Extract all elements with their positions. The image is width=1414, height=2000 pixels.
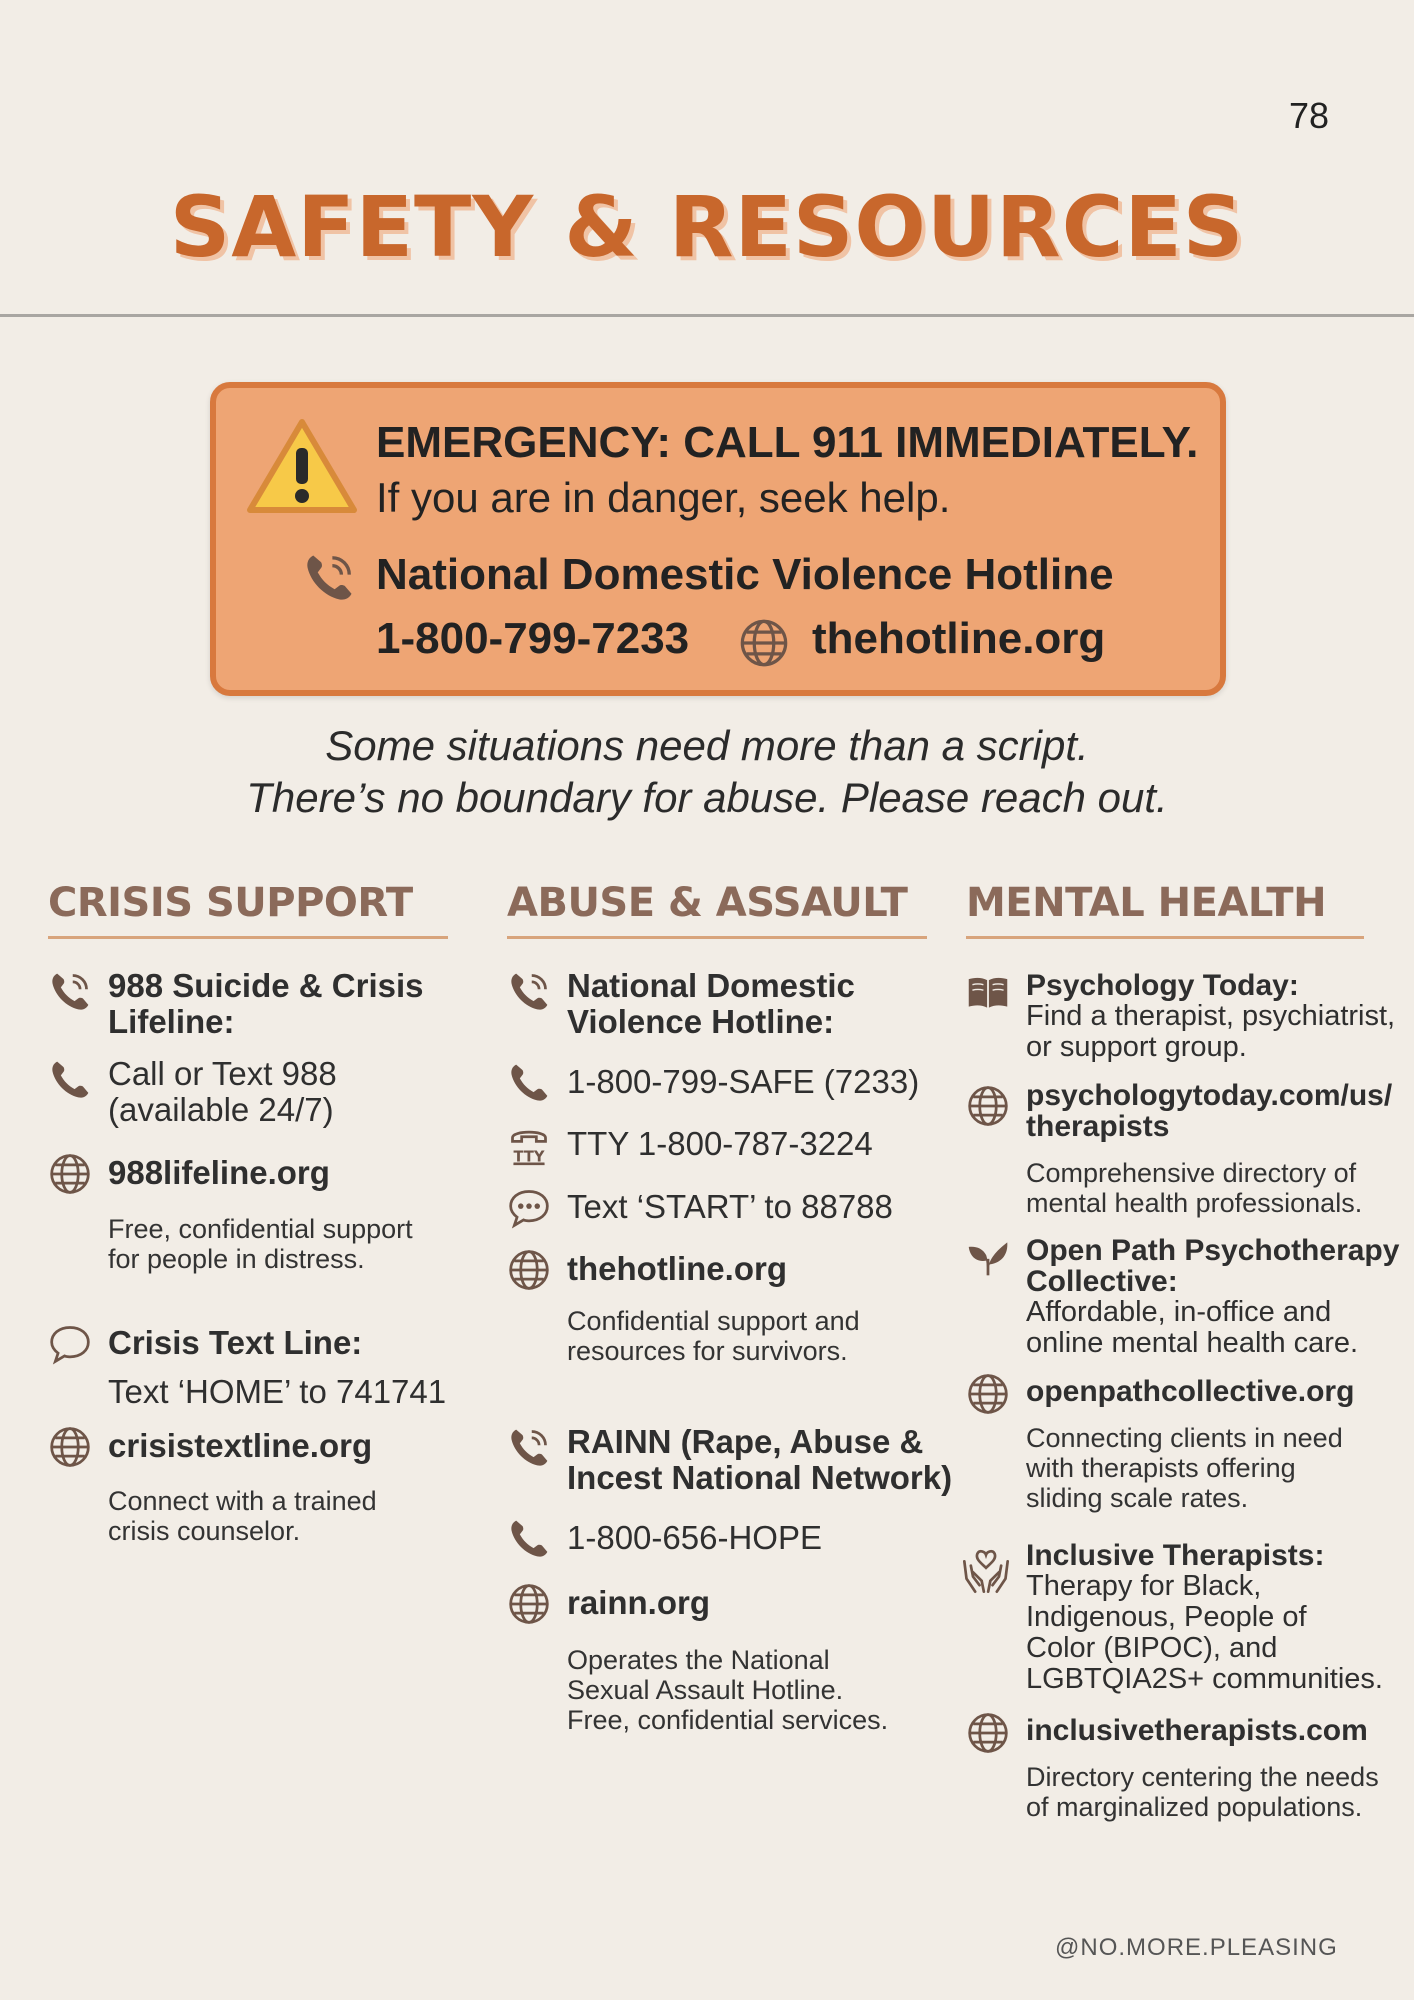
tty-icon [507, 1123, 551, 1167]
rainn-desc-2: Sexual Assault Hotline. [567, 1675, 844, 1705]
pt-desc-1: Find a therapist, psychiatrist, [1026, 1000, 1396, 1032]
globe-icon [966, 1711, 1010, 1755]
phone-icon [507, 1517, 551, 1561]
emergency-hotline-name: National Domestic Violence Hotline [376, 550, 1114, 599]
globe-icon [507, 1248, 551, 1292]
it-link[interactable]: inclusivetherapists.com [1026, 1714, 1368, 1747]
mental-health-column [966, 880, 1406, 1822]
globe-icon [966, 1084, 1010, 1128]
op-desc-2: online mental health care. [1026, 1327, 1359, 1359]
emergency-subtext: If you are in danger, seek help. [376, 474, 951, 521]
phone-ring-icon [48, 970, 92, 1014]
ndvh-text: Text ‘START’ to 88788 [567, 1188, 893, 1225]
op-name-2: Collective: [1026, 1265, 1178, 1298]
phone-ring-icon [302, 551, 356, 605]
rainn-desc-3: Free, confidential services. [567, 1705, 889, 1735]
abuse-assault-heading: ABUSE & ASSAULT [507, 880, 927, 939]
op-desc-1: Affordable, in-office and [1026, 1296, 1332, 1328]
emergency-hotline-link[interactable]: thehotline.org [812, 614, 1106, 663]
rainn-link[interactable]: rainn.org [567, 1584, 711, 1621]
emergency-heading: EMERGENCY: CALL 911 IMMEDIATELY. [376, 418, 1199, 467]
it-note-2: of marginalized populations. [1026, 1792, 1363, 1822]
lifeline-name-2: Lifeline: [108, 1003, 235, 1040]
phone-icon [48, 1058, 92, 1102]
it-desc-4: LGBTQIA2S+ communities. [1026, 1663, 1383, 1695]
ndvh-link[interactable]: thehotline.org [567, 1250, 787, 1287]
ndvh-desc-1: Confidential support and [567, 1306, 860, 1336]
ndvh-name-1: National Domestic [567, 967, 855, 1004]
ndvh-tty[interactable]: TTY 1-800-787-3224 [567, 1125, 873, 1162]
tagline-line-2: There’s no boundary for abuse. Please reach out. [246, 774, 1168, 821]
abuse-assault-column [507, 880, 953, 1735]
emergency-hotline-number[interactable]: 1-800-799-7233 [376, 614, 690, 663]
op-note-2: with therapists offering [1026, 1453, 1296, 1483]
lifeline-link[interactable]: 988lifeline.org [108, 1154, 330, 1191]
speech-bubble-icon [48, 1322, 92, 1366]
globe-icon [48, 1152, 92, 1196]
lifeline-call-2: (available 24/7) [108, 1091, 334, 1128]
lifeline-name-1: 988 Suicide & Crisis [108, 967, 424, 1004]
phone-ring-icon [507, 970, 551, 1014]
textline-text: Text ‘HOME’ to 741741 [108, 1373, 447, 1410]
emergency-box [210, 382, 1226, 696]
lifeline-call-1[interactable]: Call or Text 988 [108, 1055, 337, 1092]
ndvh-phone[interactable]: 1-800-799-SAFE (7233) [567, 1063, 920, 1100]
op-note-1: Connecting clients in need [1026, 1423, 1343, 1453]
warning-icon [246, 416, 358, 516]
page-number: 78 [1288, 95, 1329, 136]
phone-ring-icon [507, 1426, 551, 1470]
globe-icon [738, 617, 790, 669]
tagline-line-1: Some situations need more than a script. [325, 722, 1089, 769]
rainn-desc-1: Operates the National [567, 1645, 830, 1675]
ndvh-name-2: Violence Hotline: [567, 1003, 835, 1040]
lifeline-desc-2: for people in distress. [108, 1244, 365, 1274]
globe-icon [966, 1372, 1010, 1416]
rainn-phone[interactable]: 1-800-656-HOPE [567, 1519, 822, 1556]
phone-icon [507, 1061, 551, 1105]
textline-desc-2: crisis counselor. [108, 1516, 301, 1546]
mental-health-heading: MENTAL HEALTH [966, 880, 1364, 939]
crisis-support-heading: CRISIS SUPPORT [48, 880, 448, 939]
pt-desc-2: or support group. [1026, 1031, 1247, 1063]
crisis-support-column [48, 880, 448, 1546]
page-title: SAFETY & RESOURCES [169, 178, 1245, 276]
rainn-name-2: Incest National Network) [567, 1459, 953, 1496]
rainn-name-1: RAINN (Rape, Abuse & [567, 1423, 924, 1460]
it-note-1: Directory centering the needs [1026, 1762, 1379, 1792]
pt-link-1[interactable]: psychologytoday.com/us/ [1026, 1079, 1393, 1112]
it-desc-3: Color (BIPOC), and [1026, 1632, 1278, 1664]
textline-name: Crisis Text Line: [108, 1324, 363, 1361]
op-name-1: Open Path Psychotherapy [1026, 1234, 1400, 1267]
pt-note-2: mental health professionals. [1026, 1188, 1363, 1218]
globe-icon [507, 1582, 551, 1626]
pt-name: Psychology Today: [1026, 969, 1299, 1002]
textline-link[interactable]: crisistextline.org [108, 1427, 373, 1464]
title-divider [0, 314, 1414, 317]
watermark: @NO.MORE.PLEASING [1055, 1934, 1338, 1961]
globe-icon [48, 1425, 92, 1469]
pt-note-1: Comprehensive directory of [1026, 1158, 1357, 1188]
op-link[interactable]: openpathcollective.org [1026, 1375, 1355, 1408]
leaf-icon [966, 1235, 1010, 1279]
pt-link-2[interactable]: therapists [1026, 1110, 1170, 1143]
chat-bubble-icon [507, 1186, 551, 1230]
op-note-3: sliding scale rates. [1026, 1483, 1249, 1513]
it-desc-1: Therapy for Black, [1026, 1570, 1262, 1602]
lifeline-desc-1: Free, confidential support [108, 1214, 413, 1244]
hands-heart-icon [960, 1544, 1012, 1596]
textline-desc-1: Connect with a trained [108, 1486, 377, 1516]
it-name: Inclusive Therapists: [1026, 1539, 1325, 1572]
ndvh-desc-2: resources for survivors. [567, 1336, 848, 1366]
it-desc-2: Indigenous, People of [1026, 1601, 1307, 1633]
book-icon [966, 970, 1010, 1014]
